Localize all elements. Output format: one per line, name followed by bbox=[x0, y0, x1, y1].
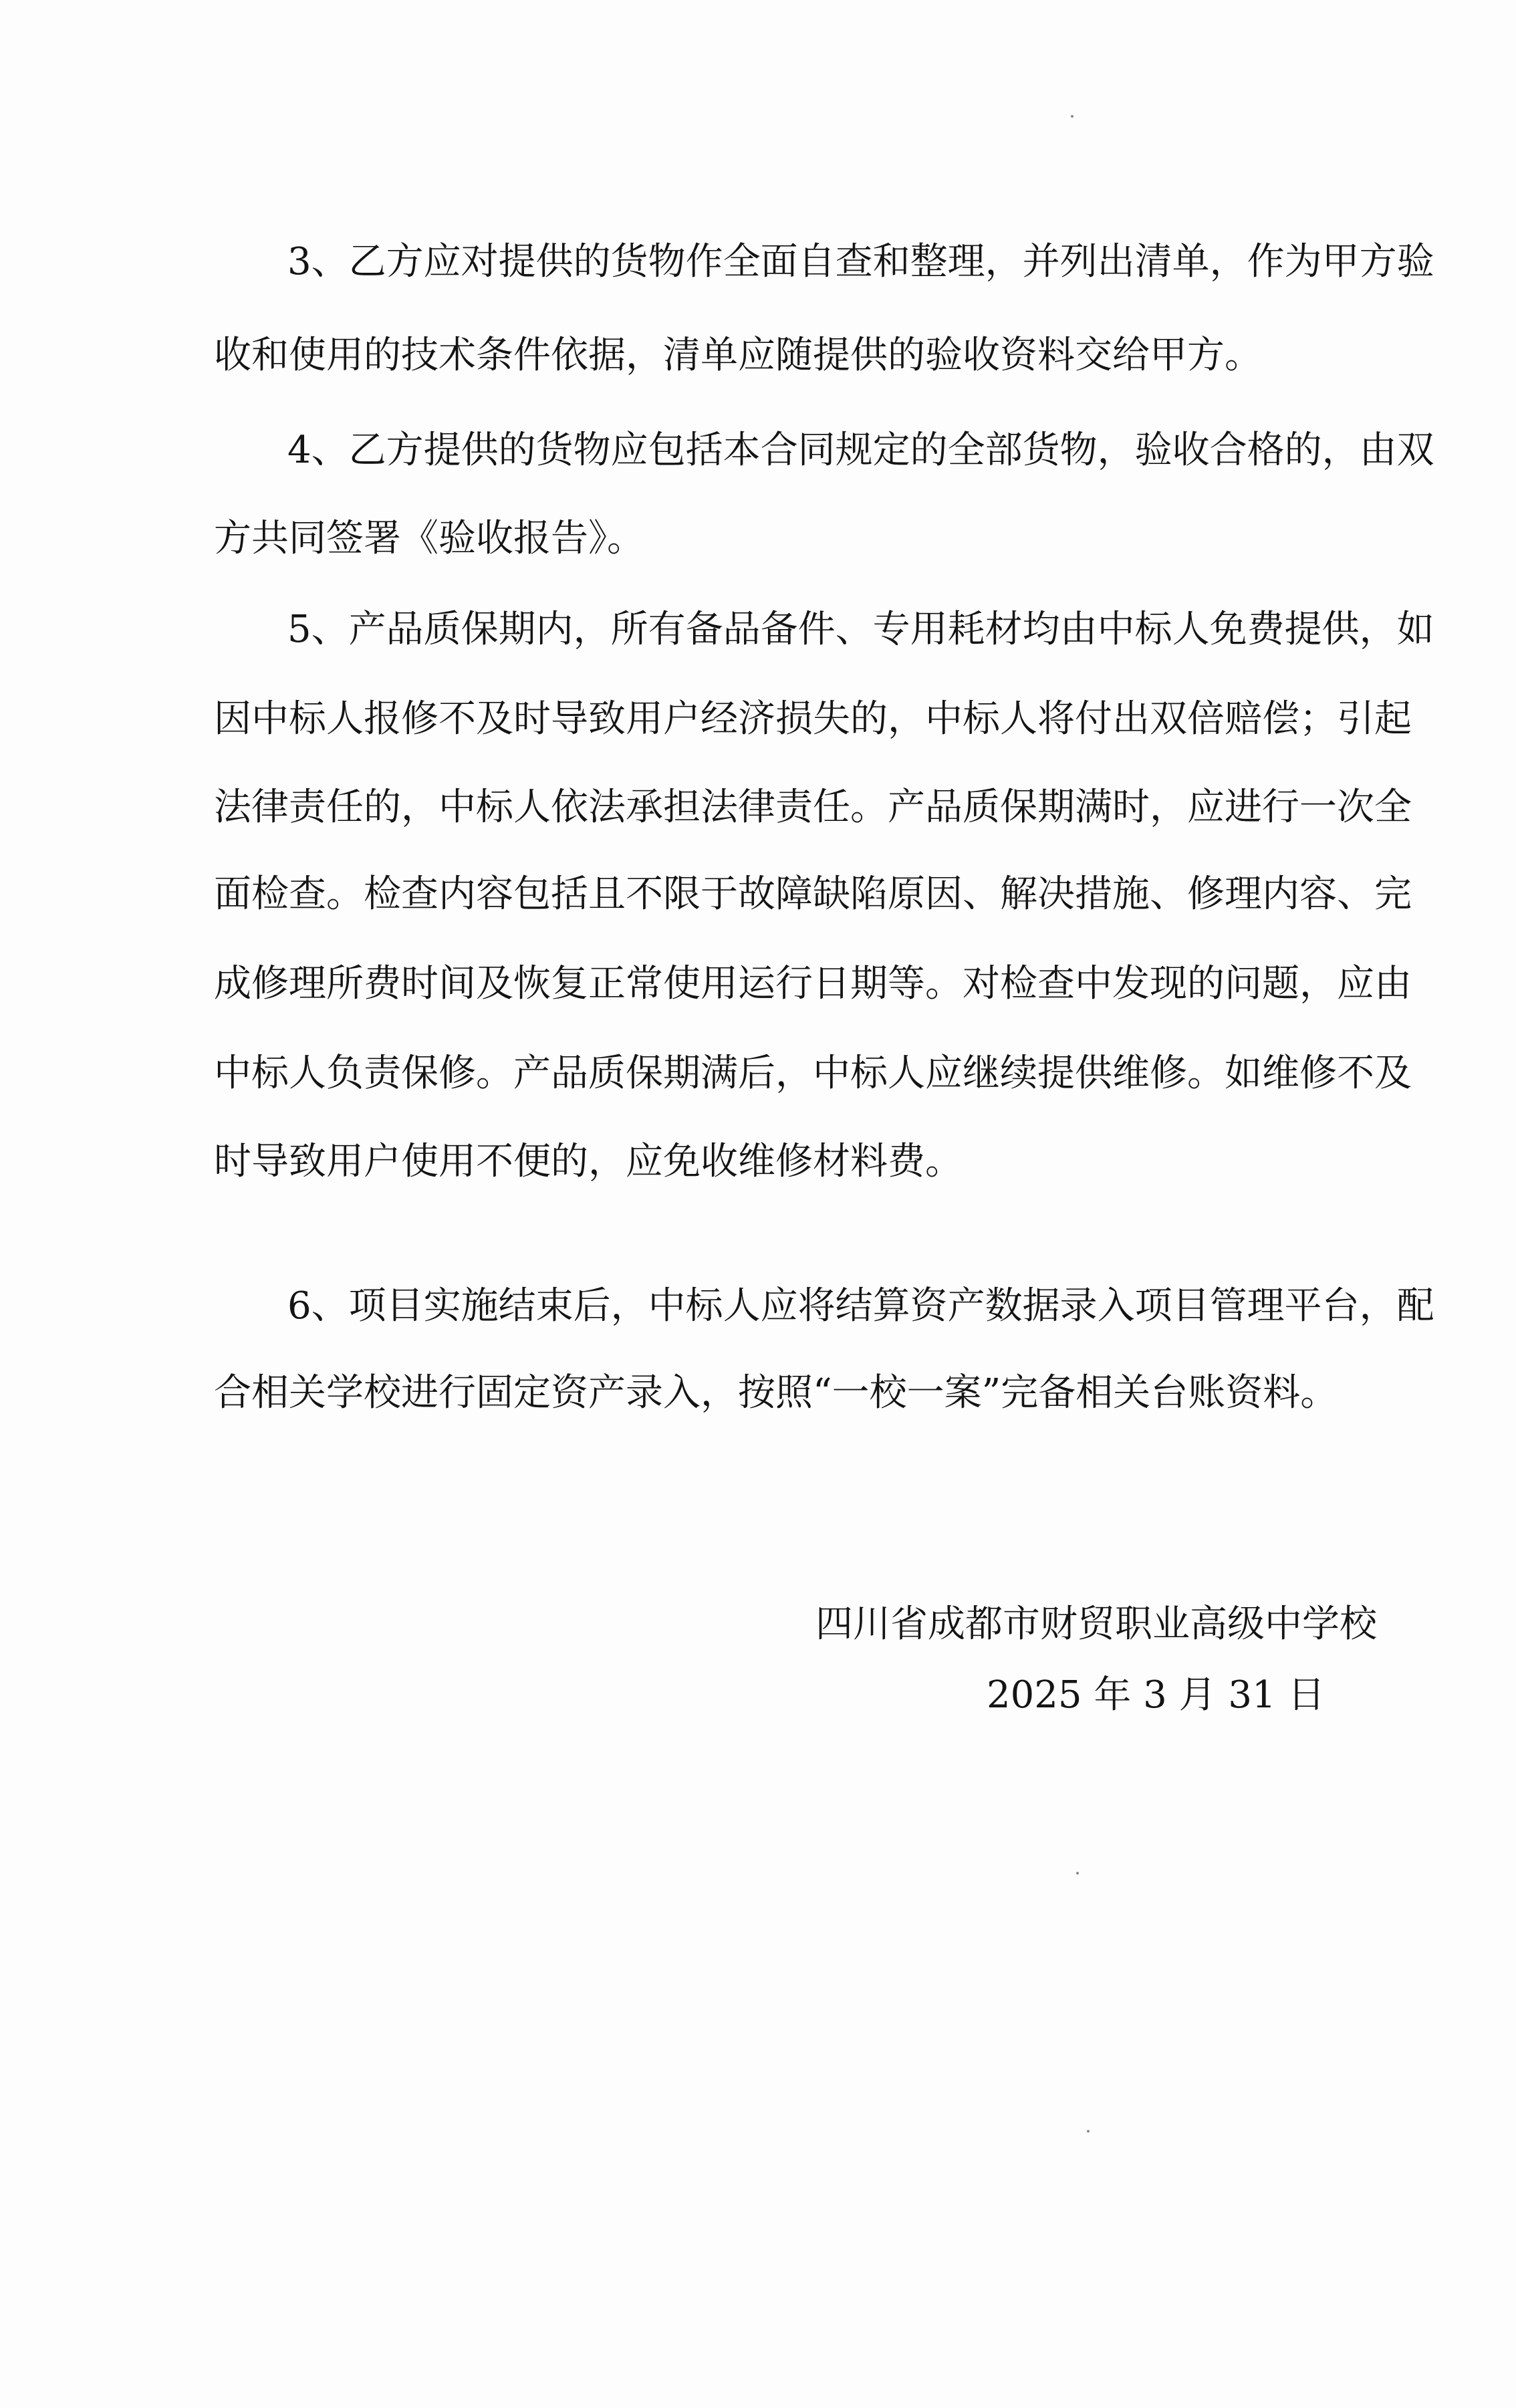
paragraph-6-line-2: 合相关学校进行固定资产录入，按照“一校一案”完备相关台账资料。 bbox=[214, 1371, 1338, 1415]
signature-organization: 四川省成都市财贸职业高级中学校 bbox=[815, 1602, 1377, 1646]
paragraph-5-line-3: 法律责任的，中标人依法承担法律责任。产品质保期满时，应进行一次全 bbox=[214, 786, 1412, 829]
paragraph-5-line-7: 时导致用户使用不便的，应免收维修材料费。 bbox=[214, 1140, 963, 1183]
paragraph-5-line-6: 中标人负责保修。产品质保期满后，中标人应继续提供维修。如维修不及 bbox=[214, 1052, 1412, 1095]
scan-speck bbox=[1087, 2130, 1090, 2133]
paragraph-5-line-5: 成修理所费时间及恢复正常使用运行日期等。对检查中发现的问题，应由 bbox=[214, 962, 1412, 1005]
paragraph-4-line-1: 4、乙方提供的货物应包括本合同规定的全部货物，验收合格的，由双 bbox=[287, 429, 1434, 472]
signature-date: 2025 年 3 月 31 日 bbox=[987, 1673, 1325, 1717]
paragraph-5-line-4: 面检查。检查内容包括且不限于故障缺陷原因、解决措施、修理内容、完 bbox=[214, 872, 1412, 916]
scan-speck bbox=[1071, 115, 1073, 118]
paragraph-3-line-2: 收和使用的技术条件依据，清单应随提供的验收资料交给甲方。 bbox=[214, 334, 1262, 377]
paragraph-3-line-1: 3、乙方应对提供的货物作全面自查和整理，并列出清单，作为甲方验 bbox=[287, 240, 1434, 283]
paragraph-6-line-1: 6、项目实施结束后，中标人应将结算资产数据录入项目管理平台，配 bbox=[287, 1284, 1434, 1328]
paragraph-4-line-2: 方共同签署《验收报告》。 bbox=[214, 517, 644, 560]
paragraph-5-line-2: 因中标人报修不及时导致用户经济损失的，中标人将付出双倍赔偿；引起 bbox=[214, 697, 1412, 741]
paragraph-5-line-1: 5、产品质保期内，所有备品备件、专用耗材均由中标人免费提供，如 bbox=[287, 608, 1434, 651]
scan-speck bbox=[1076, 1872, 1079, 1875]
